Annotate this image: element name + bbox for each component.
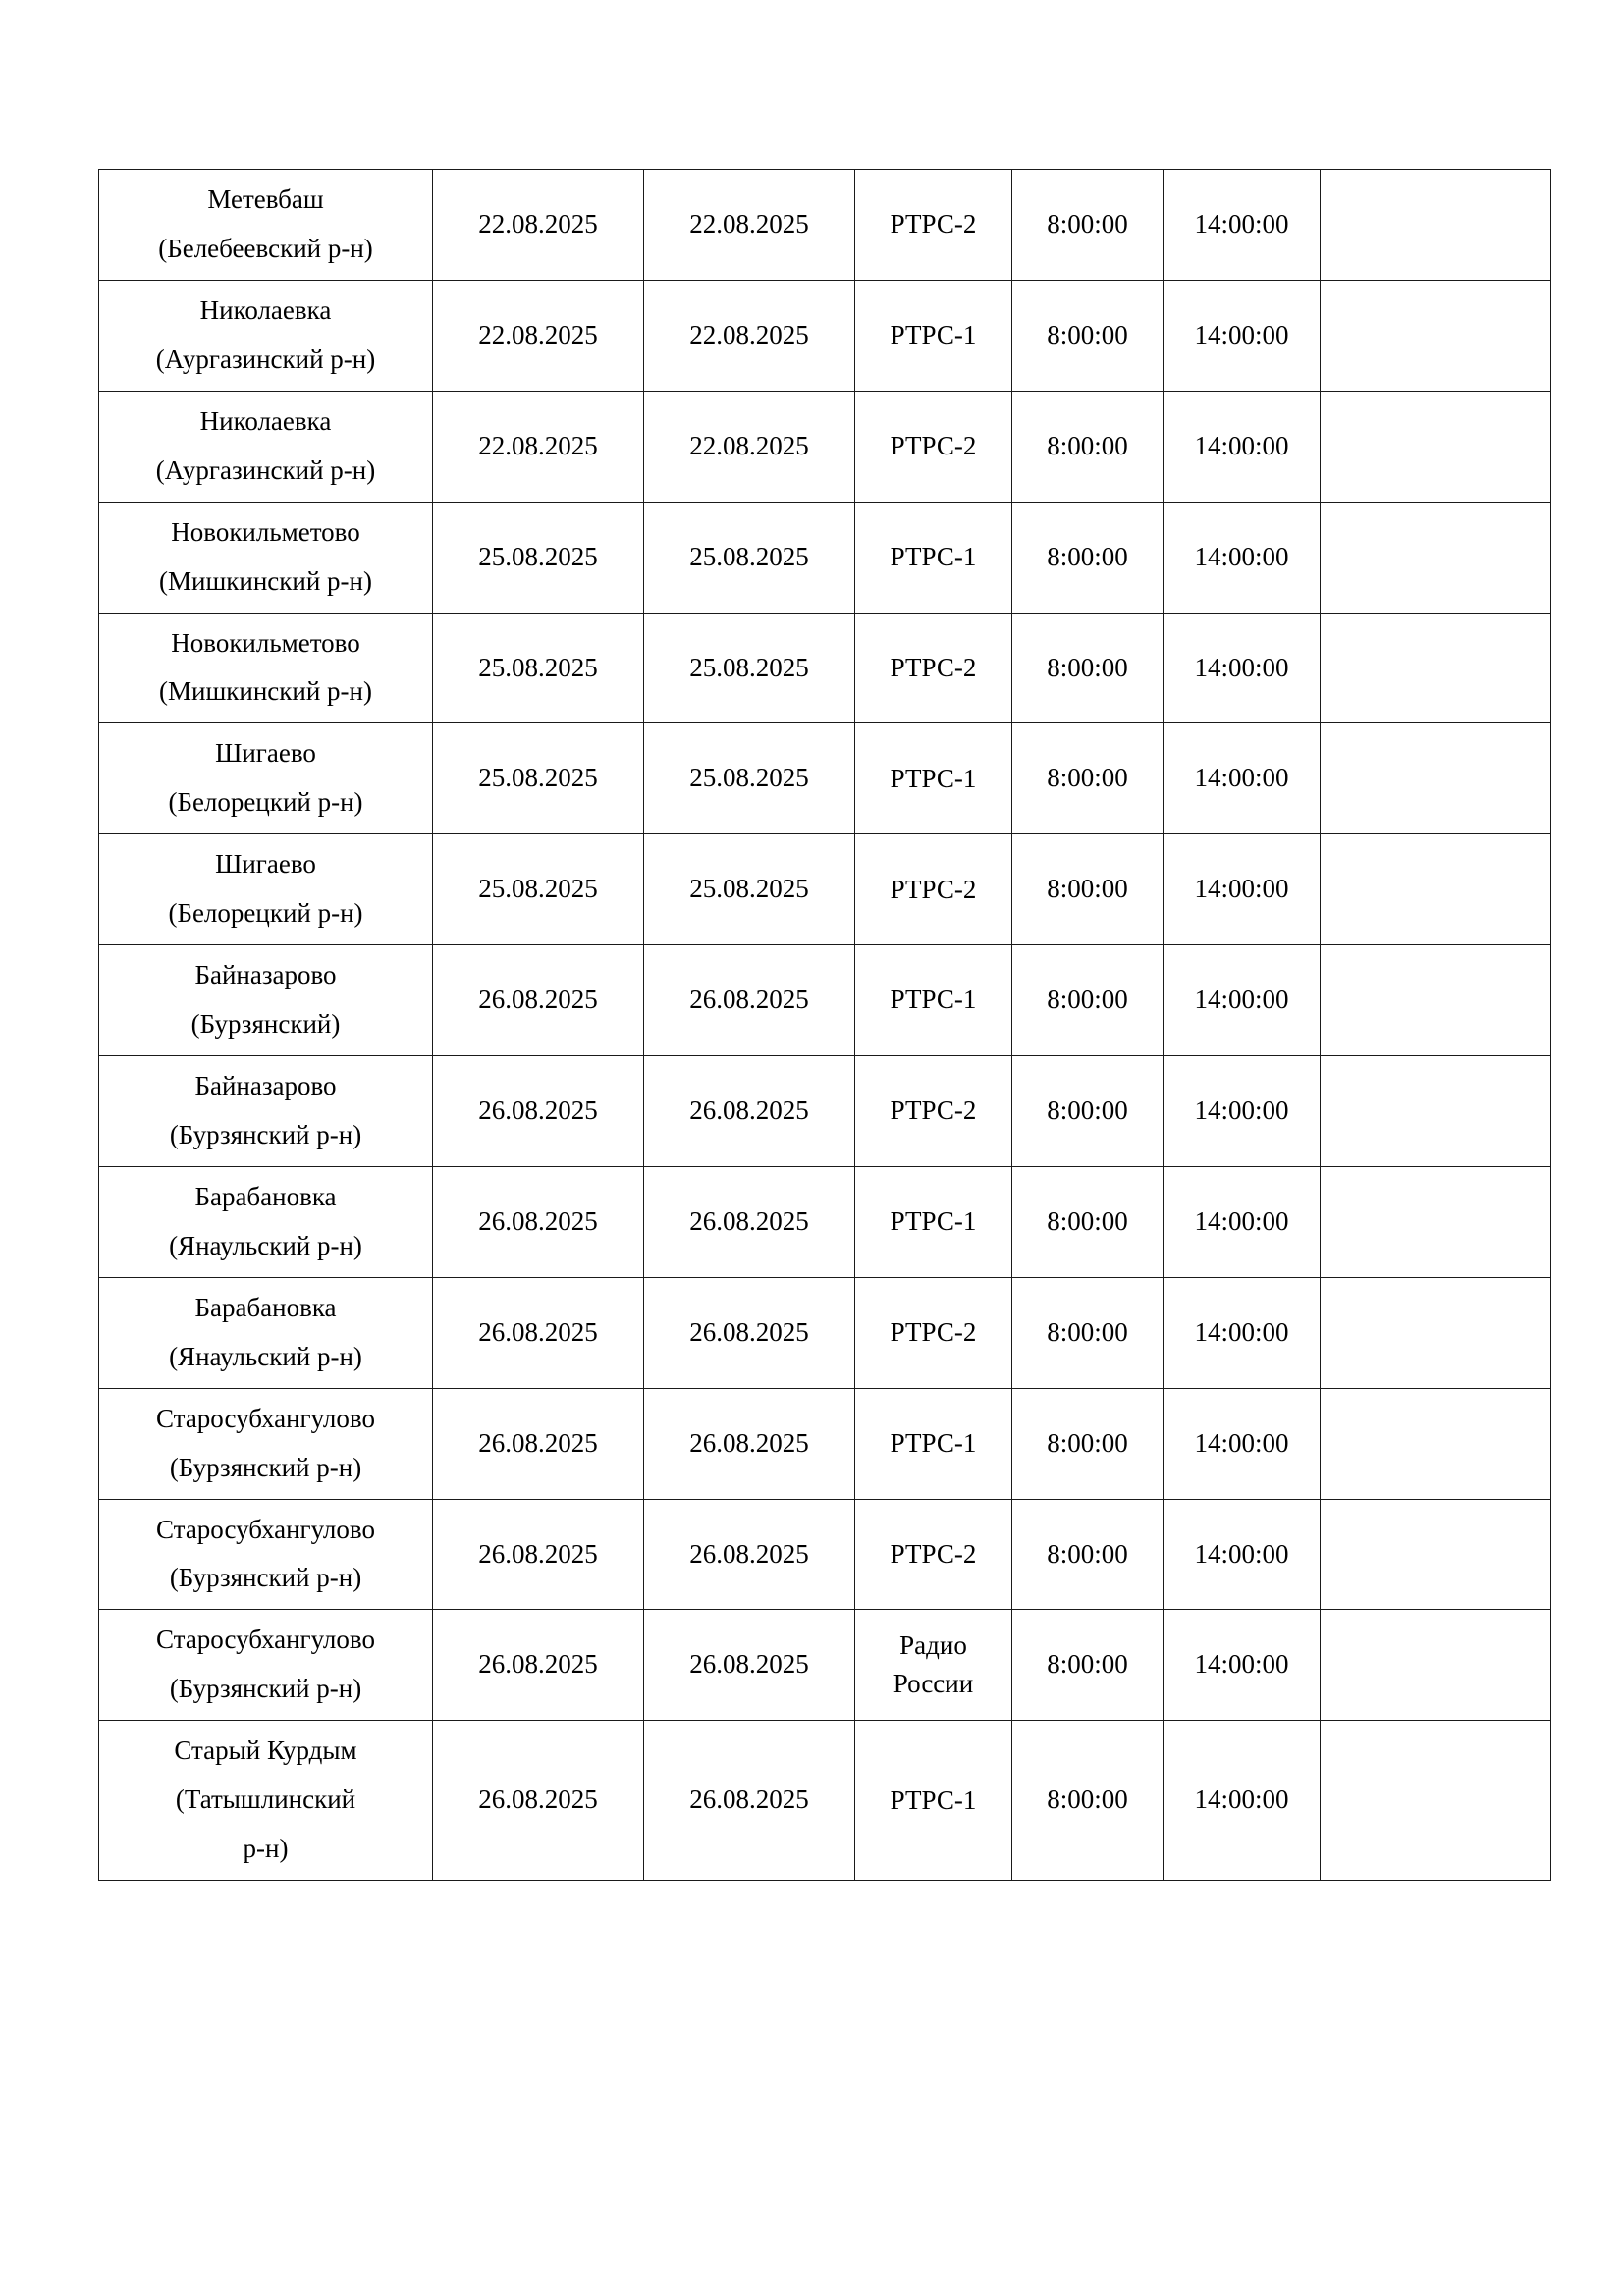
- cell-time-to: 14:00:00: [1164, 170, 1321, 281]
- cell-settlement: [99, 1056, 433, 1167]
- cell-time-from: 8:00:00: [1012, 1610, 1164, 1721]
- cell-settlement: [99, 1610, 433, 1721]
- cell-notes: [1321, 170, 1551, 281]
- cell-settlement: [99, 613, 433, 723]
- settlement-line: Байназарово: [194, 960, 337, 990]
- channel-line: РТРС-2: [890, 652, 977, 682]
- cell-notes: [1321, 613, 1551, 723]
- cell-time-to: 14:00:00: [1164, 280, 1321, 391]
- cell-time-from: 8:00:00: [1012, 1166, 1164, 1277]
- cell-date-from: 22.08.2025: [433, 170, 644, 281]
- table-row: [99, 1056, 1551, 1167]
- settlement-line: (Бурзянский р-н): [169, 1452, 362, 1482]
- channel-line: РТРС-1: [890, 320, 977, 350]
- cell-time-to: 14:00:00: [1164, 723, 1321, 834]
- cell-notes: [1321, 1499, 1551, 1610]
- cell-time-to: 14:00:00: [1164, 1388, 1321, 1499]
- cell-channel: [855, 502, 1012, 613]
- cell-settlement: [99, 723, 433, 834]
- settlement-line: (Белорецкий р-н): [168, 787, 363, 818]
- settlement-line: (Янаульский р-н): [169, 1230, 362, 1260]
- settlement-line: (Бурзянский р-н): [169, 1563, 362, 1593]
- channel-line: РТРС-1: [890, 1427, 977, 1458]
- cell-settlement: [99, 1388, 433, 1499]
- cell-date-to: 26.08.2025: [644, 1388, 855, 1499]
- cell-time-to: 14:00:00: [1164, 1499, 1321, 1610]
- cell-settlement: [99, 1166, 433, 1277]
- table-row: [99, 1388, 1551, 1499]
- cell-date-to: 25.08.2025: [644, 502, 855, 613]
- channel-line: РТРС-2: [890, 431, 977, 461]
- settlement-line: Старый Курдым: [174, 1735, 357, 1766]
- cell-date-from: 26.08.2025: [433, 1388, 644, 1499]
- cell-channel: [855, 613, 1012, 723]
- cell-time-from: 8:00:00: [1012, 723, 1164, 834]
- cell-time-from: 8:00:00: [1012, 1721, 1164, 1881]
- channel-line: РТРС-2: [890, 1538, 977, 1569]
- table-row: [99, 1610, 1551, 1721]
- cell-notes: [1321, 1610, 1551, 1721]
- settlement-line: (Татышлинский: [175, 1785, 356, 1815]
- cell-date-from: 25.08.2025: [433, 723, 644, 834]
- cell-date-to: 22.08.2025: [644, 391, 855, 502]
- channel-line: РТРС-2: [890, 1317, 977, 1348]
- settlement-line: (Бурзянский р-н): [169, 1674, 362, 1704]
- cell-date-to: 25.08.2025: [644, 723, 855, 834]
- table-row: [99, 1277, 1551, 1388]
- cell-settlement: [99, 391, 433, 502]
- cell-date-to: 25.08.2025: [644, 834, 855, 945]
- cell-channel: [855, 1610, 1012, 1721]
- cell-time-to: 14:00:00: [1164, 502, 1321, 613]
- table-row: [99, 945, 1551, 1056]
- cell-date-from: 26.08.2025: [433, 1277, 644, 1388]
- cell-date-from: 26.08.2025: [433, 1721, 644, 1881]
- cell-date-from: 26.08.2025: [433, 1166, 644, 1277]
- cell-date-from: 25.08.2025: [433, 502, 644, 613]
- cell-channel: [855, 391, 1012, 502]
- cell-date-to: 26.08.2025: [644, 1610, 855, 1721]
- cell-settlement: [99, 945, 433, 1056]
- cell-channel: [855, 945, 1012, 1056]
- cell-time-from: 8:00:00: [1012, 613, 1164, 723]
- channel-line: РТРС-1: [890, 1206, 977, 1237]
- cell-channel: [855, 1721, 1012, 1881]
- cell-time-from: 8:00:00: [1012, 280, 1164, 391]
- cell-time-to: 14:00:00: [1164, 834, 1321, 945]
- table-row: [99, 1166, 1551, 1277]
- settlement-line: (Белорецкий р-н): [168, 898, 363, 929]
- table-row: [99, 723, 1551, 834]
- cell-settlement: [99, 1499, 433, 1610]
- cell-date-from: 22.08.2025: [433, 280, 644, 391]
- cell-channel: [855, 723, 1012, 834]
- cell-date-from: 22.08.2025: [433, 391, 644, 502]
- cell-channel: [855, 1499, 1012, 1610]
- settlement-line: Старосубхангулово: [156, 1514, 375, 1544]
- cell-channel: [855, 834, 1012, 945]
- settlement-line: Новокильметово: [171, 627, 360, 658]
- cell-date-from: 25.08.2025: [433, 613, 644, 723]
- settlement-line: Николаевка: [199, 405, 332, 436]
- settlement-line: (Аургазинский р-н): [155, 344, 376, 374]
- table-row: [99, 502, 1551, 613]
- cell-time-to: 14:00:00: [1164, 945, 1321, 1056]
- cell-date-from: 26.08.2025: [433, 1056, 644, 1167]
- cell-time-from: 8:00:00: [1012, 834, 1164, 945]
- table-row: [99, 1499, 1551, 1610]
- cell-date-from: 26.08.2025: [433, 1610, 644, 1721]
- cell-time-from: 8:00:00: [1012, 1499, 1164, 1610]
- cell-notes: [1321, 1277, 1551, 1388]
- cell-notes: [1321, 1388, 1551, 1499]
- settlement-line: Старосубхангулово: [156, 1403, 375, 1433]
- cell-time-to: 14:00:00: [1164, 1277, 1321, 1388]
- cell-time-to: 14:00:00: [1164, 613, 1321, 723]
- settlement-line: (Аургазинский р-н): [155, 454, 376, 485]
- cell-time-from: 8:00:00: [1012, 1388, 1164, 1499]
- cell-time-to: 14:00:00: [1164, 1610, 1321, 1721]
- table-row: [99, 1721, 1551, 1881]
- cell-channel: [855, 280, 1012, 391]
- cell-time-from: 8:00:00: [1012, 391, 1164, 502]
- cell-date-to: 26.08.2025: [644, 1277, 855, 1388]
- channel-line: РТРС-1: [890, 541, 977, 571]
- table-row: [99, 170, 1551, 281]
- cell-notes: [1321, 391, 1551, 502]
- cell-notes: [1321, 502, 1551, 613]
- cell-date-to: 25.08.2025: [644, 613, 855, 723]
- cell-date-to: 26.08.2025: [644, 945, 855, 1056]
- cell-notes: [1321, 280, 1551, 391]
- channel-line: РТРС-2: [890, 874, 977, 904]
- cell-date-to: 22.08.2025: [644, 170, 855, 281]
- settlement-line: Барабановка: [194, 1292, 337, 1322]
- settlement-line: (Янаульский р-н): [169, 1341, 362, 1371]
- table-row: [99, 613, 1551, 723]
- settlement-line: Старосубхангулово: [156, 1625, 375, 1655]
- cell-settlement: [99, 1721, 433, 1881]
- channel-line: РТРС-1: [890, 985, 977, 1015]
- cell-channel: [855, 1277, 1012, 1388]
- channel-line: РТРС-1: [890, 1785, 977, 1815]
- table-row: [99, 280, 1551, 391]
- settlement-line: Байназарово: [194, 1071, 337, 1100]
- settlement-line: (Белебеевский р-н): [158, 233, 373, 263]
- cell-time-to: 14:00:00: [1164, 391, 1321, 502]
- channel-line: Радио: [899, 1630, 967, 1661]
- cell-settlement: [99, 1277, 433, 1388]
- cell-notes: [1321, 1721, 1551, 1881]
- cell-time-from: 8:00:00: [1012, 1056, 1164, 1167]
- cell-date-from: 26.08.2025: [433, 945, 644, 1056]
- cell-time-to: 14:00:00: [1164, 1721, 1321, 1881]
- cell-channel: [855, 1166, 1012, 1277]
- cell-date-from: 26.08.2025: [433, 1499, 644, 1610]
- cell-settlement: [99, 834, 433, 945]
- cell-notes: [1321, 1166, 1551, 1277]
- cell-notes: [1321, 945, 1551, 1056]
- table-row: [99, 391, 1551, 502]
- settlement-line: Барабановка: [194, 1181, 337, 1211]
- channel-line: РТРС-2: [890, 209, 977, 240]
- cell-date-to: 26.08.2025: [644, 1499, 855, 1610]
- broadcast-outage-table: [98, 169, 1551, 1881]
- cell-date-to: 22.08.2025: [644, 280, 855, 391]
- cell-date-to: 26.08.2025: [644, 1166, 855, 1277]
- cell-settlement: [99, 280, 433, 391]
- cell-time-from: 8:00:00: [1012, 945, 1164, 1056]
- cell-time-to: 14:00:00: [1164, 1056, 1321, 1167]
- table-body: [99, 170, 1551, 1881]
- cell-time-from: 8:00:00: [1012, 1277, 1164, 1388]
- cell-date-from: 25.08.2025: [433, 834, 644, 945]
- cell-time-from: 8:00:00: [1012, 502, 1164, 613]
- table-row: [99, 834, 1551, 945]
- settlement-line: Шигаево: [215, 849, 316, 880]
- cell-time-to: 14:00:00: [1164, 1166, 1321, 1277]
- cell-channel: [855, 1388, 1012, 1499]
- channel-line: России: [893, 1669, 974, 1699]
- settlement-line: Шигаево: [215, 738, 316, 769]
- cell-time-from: 8:00:00: [1012, 170, 1164, 281]
- cell-date-to: 26.08.2025: [644, 1721, 855, 1881]
- cell-notes: [1321, 723, 1551, 834]
- channel-line: РТРС-1: [890, 763, 977, 793]
- settlement-line: Новокильметово: [171, 516, 360, 547]
- cell-settlement: [99, 170, 433, 281]
- cell-notes: [1321, 834, 1551, 945]
- settlement-line: Николаевка: [199, 294, 332, 325]
- settlement-line: (Мишкинский р-н): [159, 676, 372, 707]
- settlement-line: Метевбаш: [207, 185, 324, 214]
- settlement-line: (Мишкинский р-н): [159, 565, 372, 596]
- cell-channel: [855, 1056, 1012, 1167]
- settlement-line: (Бурзянский р-н): [169, 1119, 362, 1149]
- cell-settlement: [99, 502, 433, 613]
- cell-channel: [855, 170, 1012, 281]
- cell-date-to: 26.08.2025: [644, 1056, 855, 1167]
- channel-line: РТРС-2: [890, 1095, 977, 1126]
- settlement-line: (Бурзянский): [190, 1009, 341, 1040]
- settlement-line: р-н): [243, 1834, 289, 1864]
- cell-notes: [1321, 1056, 1551, 1167]
